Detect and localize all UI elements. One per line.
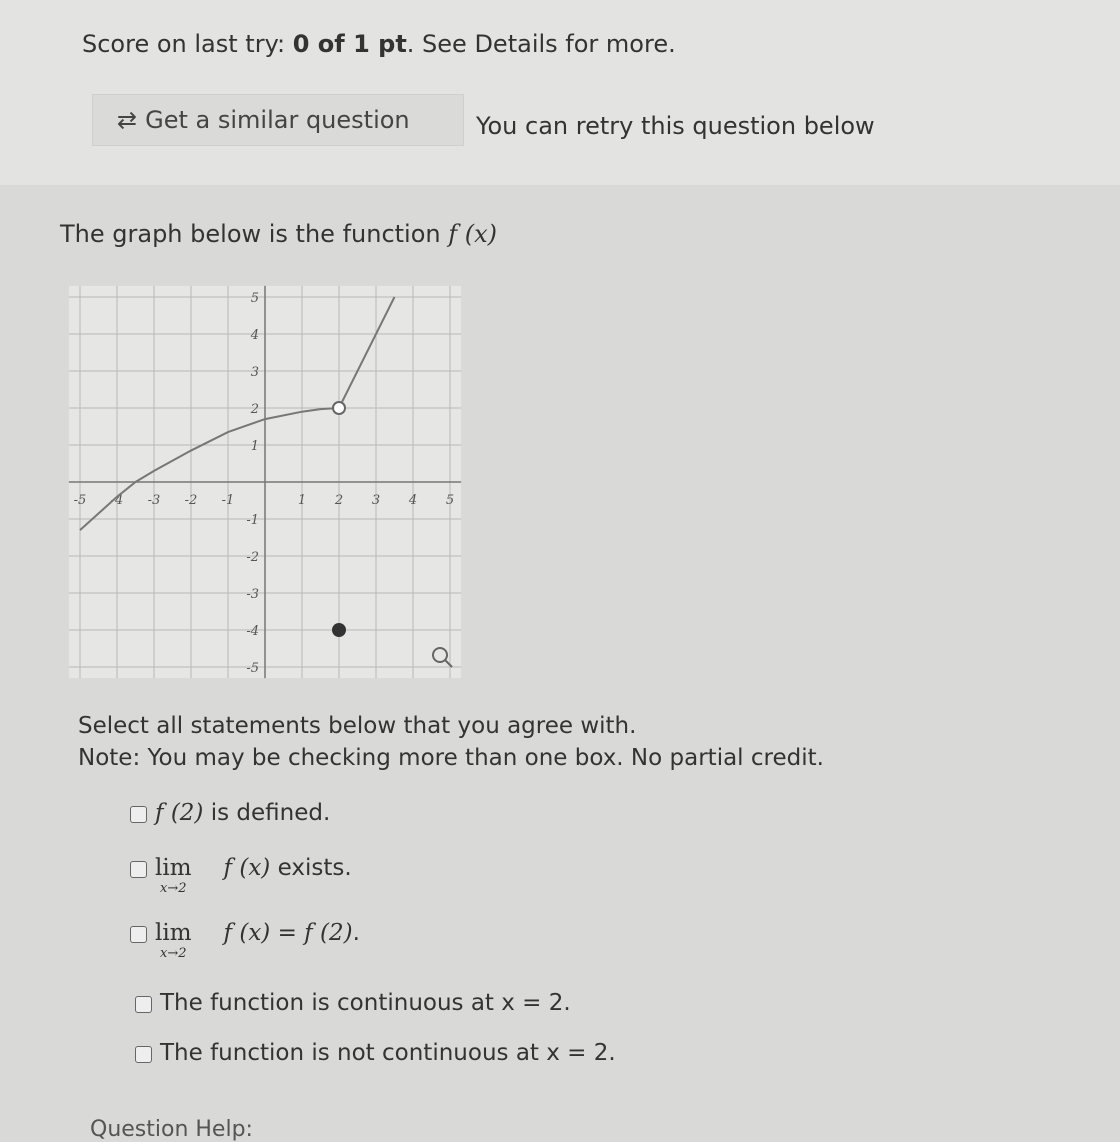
instruction-line-2: Note: You may be checking more than one box. No partial credit. <box>78 745 824 771</box>
y-tick-label: 2 <box>250 402 259 417</box>
score-banner <box>0 0 1120 185</box>
y-tick-label: 1 <box>250 439 259 454</box>
option-limit-equals-f2[interactable]: lim x→2 f (x) = f (2). <box>130 920 360 961</box>
y-tick-label: -4 <box>246 624 259 639</box>
checkbox[interactable] <box>130 806 147 823</box>
option-limit-exists[interactable]: lim x→2 f (x) exists. <box>130 855 352 896</box>
y-tick-label: -3 <box>246 587 259 602</box>
x-tick-label: 2 <box>334 493 344 508</box>
function-graph <box>60 280 470 680</box>
y-tick-label: 5 <box>250 291 259 306</box>
x-tick-label: -2 <box>184 493 198 508</box>
get-similar-question-button[interactable] <box>92 94 464 146</box>
y-tick-label: 3 <box>250 365 259 380</box>
retry-text: You can retry this question below <box>476 112 875 140</box>
checkbox[interactable] <box>135 996 152 1013</box>
option-continuous[interactable]: The function is continuous at x = 2. <box>135 990 571 1016</box>
option-f2-defined[interactable]: f (2) is defined. <box>130 800 330 826</box>
checkbox[interactable] <box>130 861 147 878</box>
similar-button-label: Get a similar question <box>145 106 410 134</box>
option-not-continuous[interactable]: The function is not continuous at x = 2. <box>135 1040 616 1066</box>
x-tick-label: -5 <box>73 493 87 508</box>
x-tick-label: -1 <box>221 493 235 508</box>
retry-arrows-icon: ⇄ <box>117 106 138 134</box>
open-point <box>333 402 345 414</box>
y-tick-label: -1 <box>246 513 259 528</box>
instructions <box>78 710 824 774</box>
question-help: Question Help: <box>90 1117 253 1142</box>
x-tick-label: 5 <box>445 493 455 508</box>
x-tick-label: 4 <box>408 493 418 508</box>
x-tick-label: -3 <box>147 493 161 508</box>
score-text: Score on last try: 0 of 1 pt. See Details for more. <box>82 30 676 58</box>
checkbox[interactable] <box>135 1046 152 1063</box>
x-tick-label: 3 <box>371 493 381 508</box>
question-intro: The graph below is the function f (x) <box>60 220 498 248</box>
y-tick-label: -5 <box>246 661 259 676</box>
checkbox[interactable] <box>130 926 147 943</box>
y-tick-label: -2 <box>246 550 259 565</box>
x-tick-label: -4 <box>110 493 124 508</box>
x-tick-label: 1 <box>297 493 307 508</box>
instruction-line-1: Select all statements below that you agree with. <box>78 713 637 739</box>
y-tick-label: 4 <box>250 328 259 343</box>
closed-point <box>332 623 346 637</box>
